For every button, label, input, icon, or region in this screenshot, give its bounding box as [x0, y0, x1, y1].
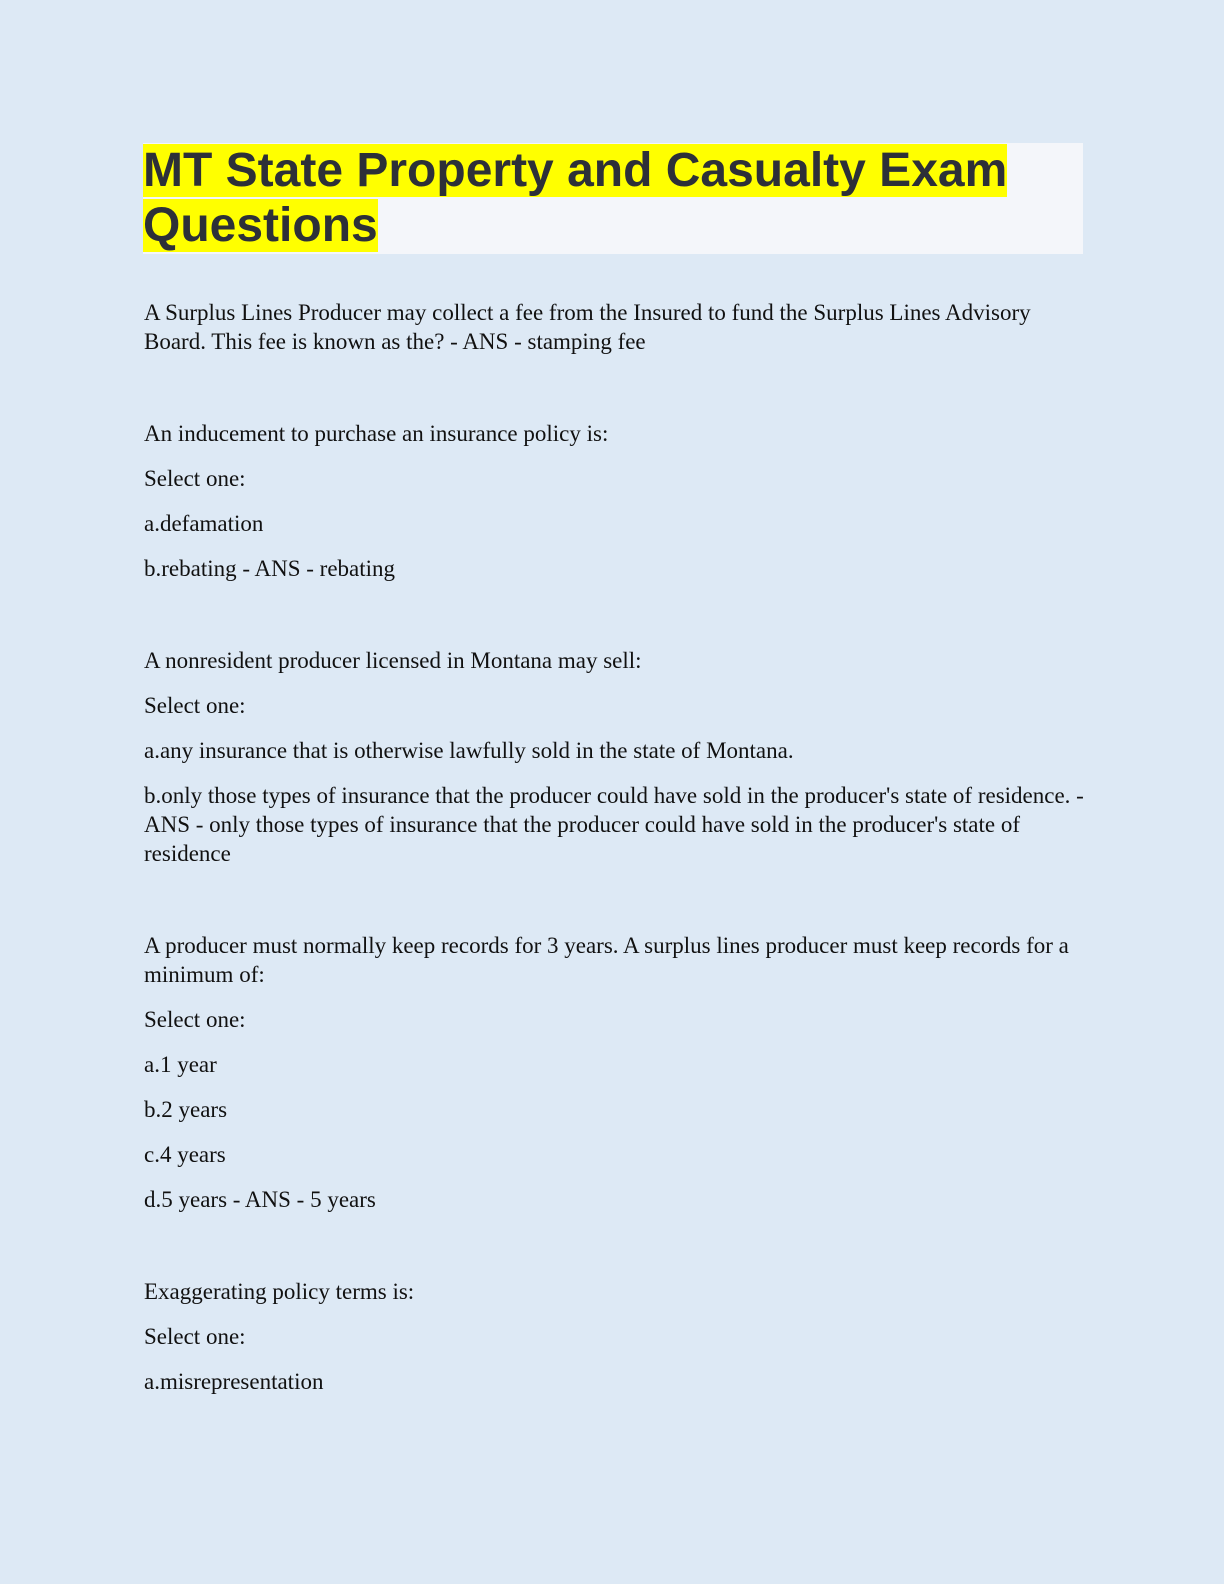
question-text: A nonresident producer licensed in Montana may sell:: [144, 648, 642, 673]
answer-option: b.only those types of insurance that the producer could have sold in the producer's state of residence. - ANS - only those types of insurance that the producer could have sold in the producer's state of residence: [144, 783, 1084, 866]
answer-option: a.misrepresentation: [144, 1369, 324, 1394]
question-block-1: [144, 298, 1084, 356]
question-block-5: [144, 1277, 1084, 1396]
answer-option: b.rebating - ANS - rebating: [144, 556, 396, 581]
select-one-label: Select one:: [144, 1324, 246, 1349]
select-one-label: Select one:: [144, 693, 246, 718]
answer-option: d.5 years - ANS - 5 years: [144, 1187, 376, 1212]
answer-option: a.any insurance that is otherwise lawfully sold in the state of Montana.: [144, 738, 794, 763]
page-title: [143, 143, 1083, 253]
question-text: An inducement to purchase an insurance policy is:: [144, 421, 609, 446]
question-text: Exaggerating policy terms is:: [144, 1279, 415, 1304]
document-body: [144, 298, 1084, 1459]
answer-option: b.2 years: [144, 1097, 228, 1122]
question-text: A producer must normally keep records for 3 years. A surplus lines producer must keep records for a minimum of:: [144, 933, 1069, 987]
question-block-2: [144, 419, 1084, 583]
question-block-4: [144, 931, 1084, 1214]
question-text: A Surplus Lines Producer may collect a fee from the Insured to fund the Surplus Lines Advisory Board. This fee is known as the? - ANS - stamping fee: [144, 300, 1031, 354]
select-one-label: Select one:: [144, 466, 246, 491]
answer-option: a.1 year: [144, 1052, 217, 1077]
answer-option: a.defamation: [144, 511, 264, 536]
title-line-2: Questions: [143, 199, 378, 252]
answer-option: c.4 years: [144, 1142, 226, 1167]
title-line-1: MT State Property and Casualty Exam: [143, 144, 1008, 197]
question-block-3: [144, 646, 1084, 868]
select-one-label: Select one:: [144, 1007, 246, 1032]
title-box: [143, 143, 1083, 254]
